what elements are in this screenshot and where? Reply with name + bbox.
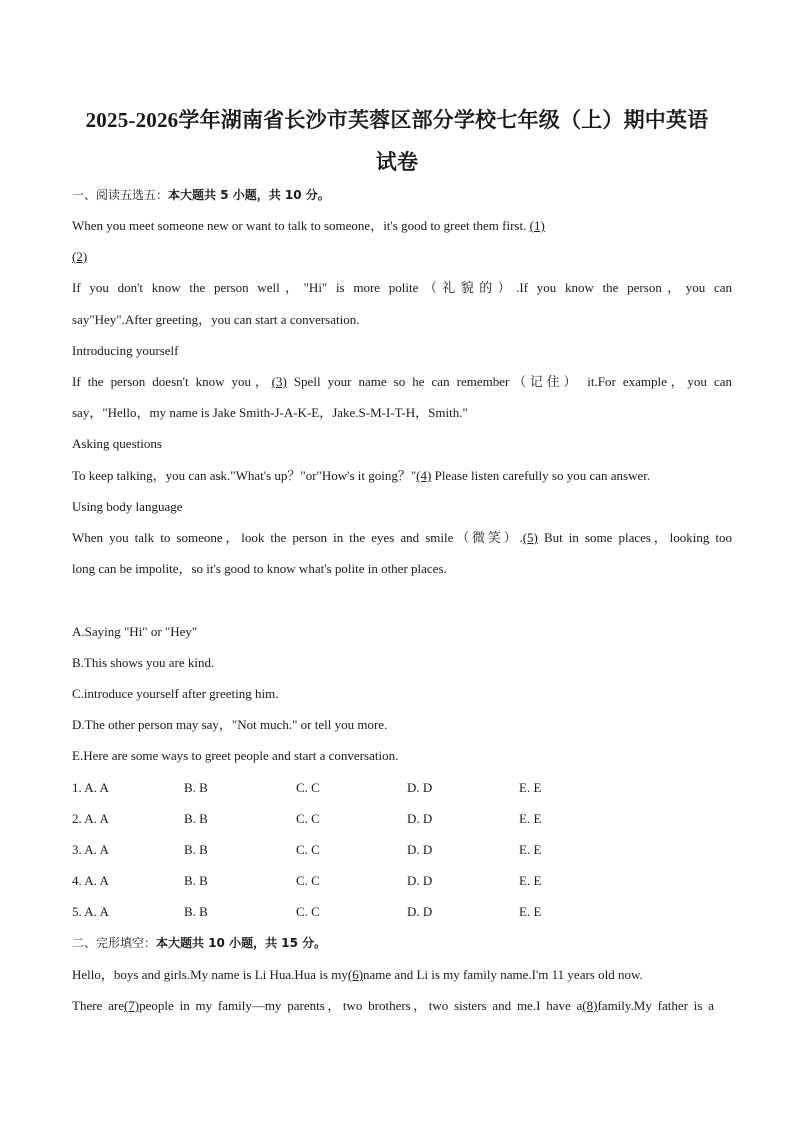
- question-2-choice-b[interactable]: B. B: [184, 811, 208, 826]
- passage1-line3: If you don't know the person well，"Hi" is more polite（礼貌的）.If you know the person，you can: [72, 280, 732, 295]
- blank-2[interactable]: (2): [72, 249, 88, 264]
- section2-heading-detail: 本大题共 10 小题，共 15 分。: [156, 936, 327, 950]
- passage1-line7: [72, 467, 732, 485]
- option-d: D.The other person may say，"Not much." or tell you more.: [72, 717, 388, 732]
- passage1-text: When you meet someone new or want to talk to someone，it's good to greet them first.: [72, 218, 527, 233]
- passage1-line4: say"Hey".After greeting，you can start a conversation.: [72, 312, 360, 327]
- question-5-choice-d[interactable]: D. D: [407, 904, 433, 919]
- question-2-choice-e[interactable]: E. E: [519, 811, 542, 826]
- passage2-line1: [72, 966, 732, 984]
- blank-8[interactable]: (8): [582, 998, 598, 1013]
- question-number: 1.: [72, 780, 82, 795]
- question-2-choice-d[interactable]: D. D: [407, 811, 433, 826]
- question-1-choice-c[interactable]: C. C: [296, 780, 320, 795]
- choice-label: A. A: [84, 904, 109, 919]
- answer-row-1: [72, 779, 592, 797]
- option-b: B.This shows you are kind.: [72, 655, 215, 670]
- choice-label: A. A: [84, 780, 109, 795]
- section2-heading-prefix: 二、完形填空：: [72, 936, 157, 950]
- question-5-choice-c[interactable]: C. C: [296, 904, 320, 919]
- passage1-line6: say，"Hello，my name is Jake Smith-J-A-K-E，Jake.S-M-I-T-H，Smith.": [72, 405, 468, 420]
- passage2-line2: [72, 997, 714, 1015]
- choice-label: A. A: [84, 873, 109, 888]
- subheading-using-body-language: Using body language: [72, 499, 183, 514]
- question-number: 3.: [72, 842, 82, 857]
- passage-text: Spell your name so he can remember（记住） it.For example，you can: [286, 374, 733, 389]
- passage-text: name and Li is my family name.I'm 11 years old now.: [363, 967, 643, 982]
- question-3-choice-a[interactable]: [72, 841, 109, 859]
- section2-heading: [72, 934, 732, 952]
- passage-text: When you talk to someone，look the person in the eyes and smile（微笑）.: [72, 530, 523, 545]
- passage-text: To keep talking，you can ask."What's up？"or"How's it going？": [72, 468, 417, 483]
- passage1-line5: [72, 373, 732, 391]
- blank-4[interactable]: (4): [416, 468, 432, 483]
- passage-text: people in my family—my parents，two brothers，two sisters and me.I have a: [139, 998, 583, 1013]
- blank-1[interactable]: (1): [529, 218, 545, 233]
- answer-row-3: [72, 841, 592, 859]
- question-4-choice-e[interactable]: E. E: [519, 873, 542, 888]
- question-4-choice-c[interactable]: C. C: [296, 873, 320, 888]
- question-2-choice-a[interactable]: [72, 810, 109, 828]
- option-c: C.introduce yourself after greeting him.: [72, 686, 279, 701]
- section1-heading-prefix: 一、阅读五选五：: [72, 188, 169, 202]
- question-1-choice-e[interactable]: E. E: [519, 780, 542, 795]
- question-number: 4.: [72, 873, 82, 888]
- question-3-choice-b[interactable]: B. B: [184, 842, 208, 857]
- passage-text: There are: [72, 998, 124, 1013]
- passage-text: Please listen carefully so you can answer.: [431, 468, 651, 483]
- choice-label: A. A: [84, 842, 109, 857]
- question-2-choice-c[interactable]: C. C: [296, 811, 320, 826]
- question-1-choice-d[interactable]: D. D: [407, 780, 433, 795]
- blank-7[interactable]: (7): [123, 998, 140, 1013]
- passage-text: family.My father is a: [597, 998, 714, 1013]
- subheading-introducing-yourself: Introducing yourself: [72, 343, 179, 358]
- answer-row-5: [72, 903, 592, 921]
- section1-heading: [72, 186, 732, 204]
- blank-5[interactable]: (5): [522, 530, 538, 545]
- passage1-line9: long can be impolite，so it's good to know what's polite in other places.: [72, 561, 447, 576]
- question-number: 5.: [72, 904, 82, 919]
- question-3-choice-e[interactable]: E. E: [519, 842, 542, 857]
- blank-6[interactable]: (6): [347, 967, 364, 982]
- answer-row-4: [72, 872, 592, 890]
- passage-text: Hello，boys and girls.My name is Li Hua.Hua is my: [72, 967, 348, 982]
- passage1-line2: [72, 248, 732, 266]
- section1-heading-detail: 本大题共 5 小题，共 10 分。: [168, 188, 330, 202]
- question-5-choice-e[interactable]: E. E: [519, 904, 542, 919]
- question-5-choice-b[interactable]: B. B: [184, 904, 208, 919]
- passage-text: But in some places，looking too: [537, 530, 732, 545]
- subheading-asking-questions: Asking questions: [72, 436, 162, 451]
- question-3-choice-d[interactable]: D. D: [407, 842, 433, 857]
- answer-row-2: [72, 810, 592, 828]
- question-1-choice-b[interactable]: B. B: [184, 780, 208, 795]
- question-3-choice-c[interactable]: C. C: [296, 842, 320, 857]
- passage1-line1: [72, 217, 732, 235]
- passage-text: If the person doesn't know you，: [72, 374, 272, 389]
- option-a: A.Saying "Hi" or "Hey": [72, 624, 198, 639]
- question-4-choice-d[interactable]: D. D: [407, 873, 433, 888]
- choice-label: A. A: [84, 811, 109, 826]
- question-number: 2.: [72, 811, 82, 826]
- question-4-choice-b[interactable]: B. B: [184, 873, 208, 888]
- blank-3[interactable]: (3): [271, 374, 287, 389]
- question-4-choice-a[interactable]: [72, 872, 109, 890]
- option-e: E.Here are some ways to greet people and start a conversation.: [72, 748, 399, 763]
- question-5-choice-a[interactable]: [72, 903, 109, 921]
- exam-title-line1: 2025-2026学年湖南省长沙市芙蓉区部分学校七年级（上）期中英语: [85, 108, 709, 132]
- passage1-line8: [72, 529, 732, 547]
- exam-title-line2: 试卷: [375, 150, 419, 174]
- question-1-choice-a[interactable]: [72, 779, 109, 797]
